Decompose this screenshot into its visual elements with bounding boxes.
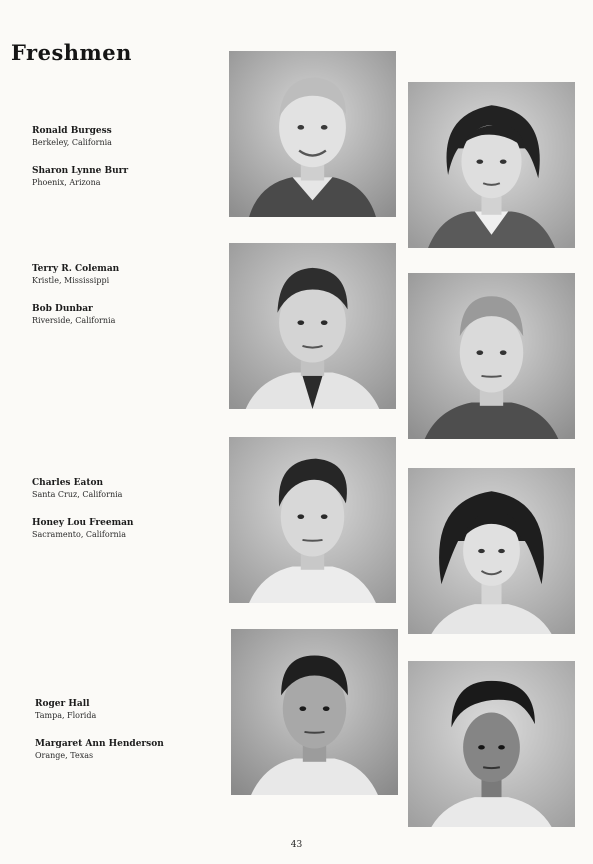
- portrait-photo-7: [231, 629, 398, 795]
- student-hometown: Tampa, Florida: [35, 711, 97, 720]
- student-name: Charles Eaton: [32, 478, 104, 488]
- student-name: Honey Lou Freeman: [32, 518, 134, 528]
- student-entry-8: [35, 738, 225, 761]
- student-hometown: Riverside, California: [32, 316, 116, 325]
- student-entry-3: [32, 263, 222, 286]
- student-entry-6: [32, 517, 222, 540]
- section-title: Freshmen: [11, 40, 132, 65]
- student-entry-1: [32, 125, 222, 148]
- student-hometown: Santa Cruz, California: [32, 490, 123, 499]
- student-entry-5: [32, 477, 222, 500]
- student-hometown: Orange, Texas: [35, 751, 94, 760]
- student-entry-2: [32, 165, 222, 188]
- portrait-photo-2: [408, 82, 575, 248]
- student-hometown: Berkeley, California: [32, 138, 112, 147]
- portrait-photo-4: [408, 273, 575, 439]
- portrait-photo-3: [229, 243, 396, 409]
- student-entry-4: [32, 303, 222, 326]
- portrait-photo-8: [408, 661, 575, 827]
- student-hometown: Kristle, Mississippi: [32, 276, 110, 285]
- portrait-photo-5: [229, 437, 396, 603]
- page-number: 43: [290, 840, 303, 850]
- student-entry-7: [35, 698, 225, 721]
- student-name: Sharon Lynne Burr: [32, 166, 129, 176]
- student-name: Terry R. Coleman: [32, 264, 120, 274]
- student-name: Ronald Burgess: [32, 126, 112, 136]
- student-name: Roger Hall: [35, 699, 90, 709]
- portrait-photo-6: [408, 468, 575, 634]
- student-name: Bob Dunbar: [32, 304, 93, 314]
- student-name: Margaret Ann Henderson: [35, 739, 164, 749]
- portrait-photo-1: [229, 51, 396, 217]
- student-hometown: Sacramento, California: [32, 530, 127, 539]
- student-hometown: Phoenix, Arizona: [32, 178, 101, 187]
